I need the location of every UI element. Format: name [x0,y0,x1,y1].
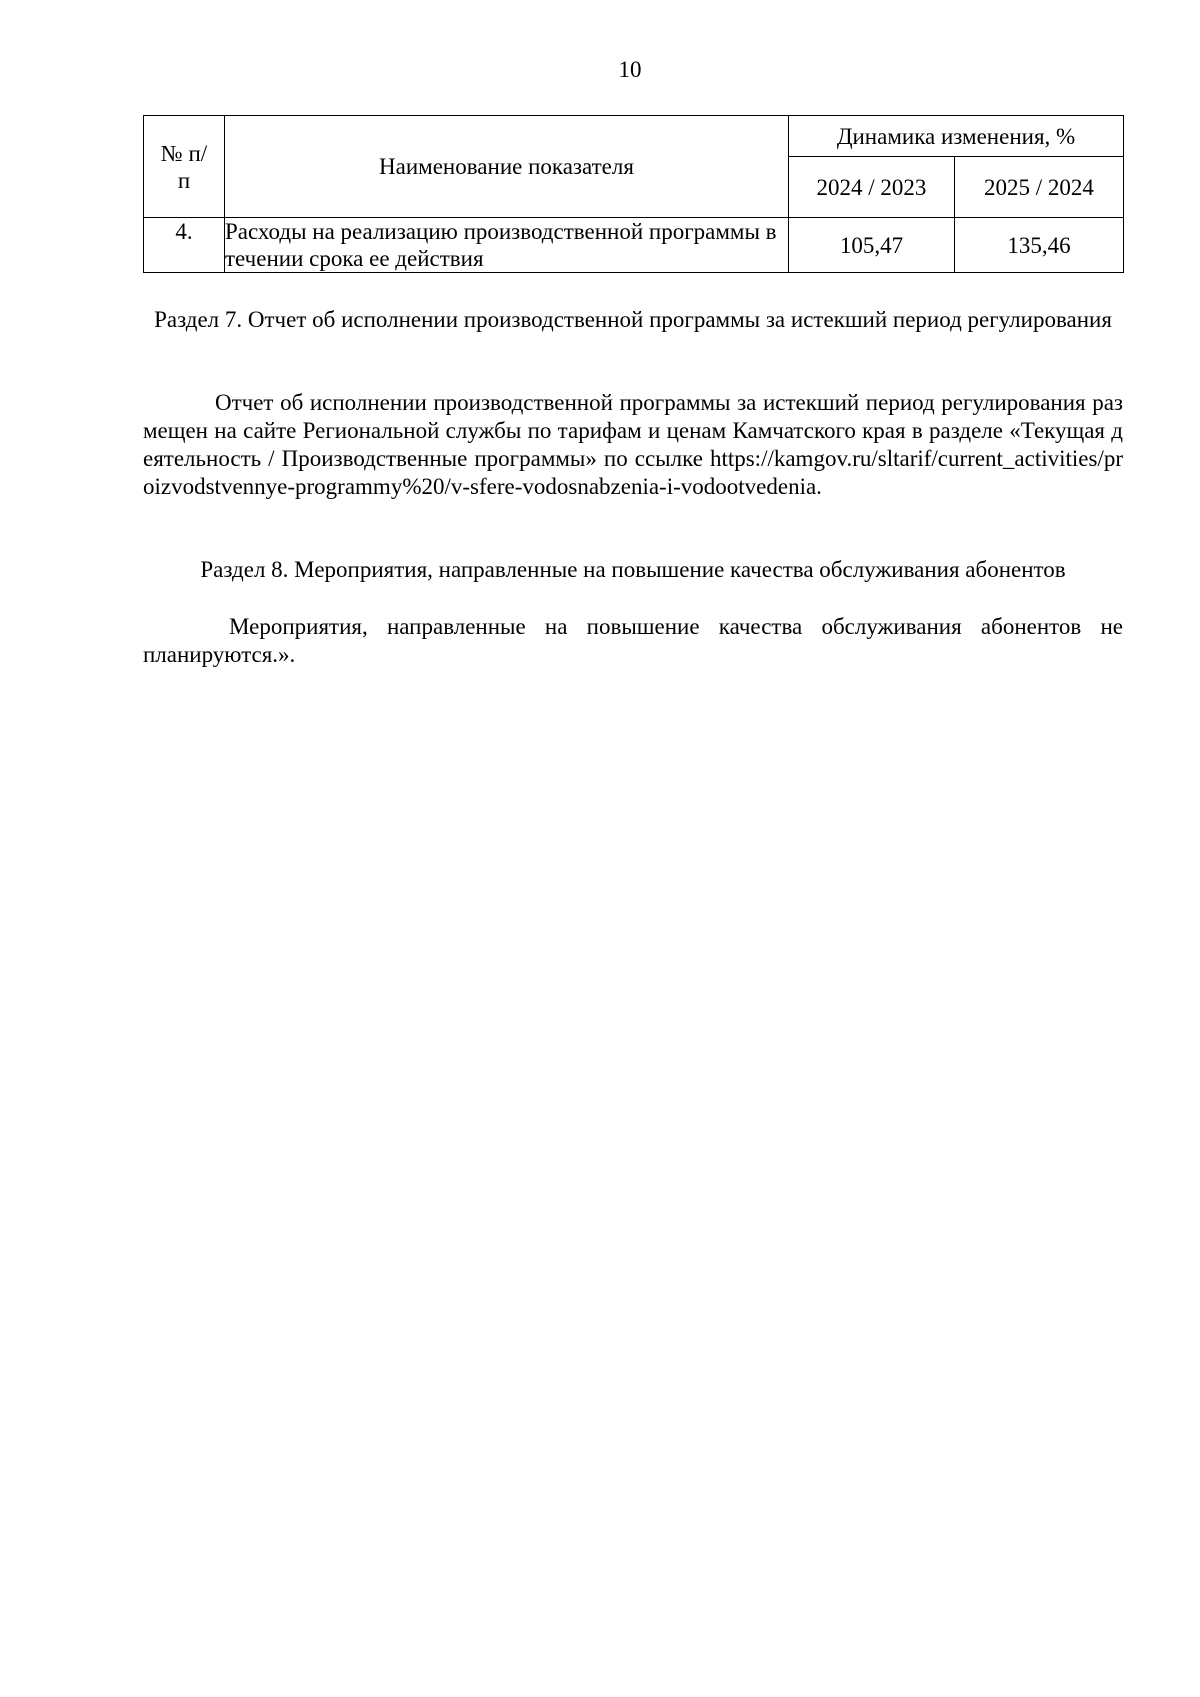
header-year-2024-2023: 2024 / 2023 [789,157,955,218]
row-number: 4. [144,218,225,273]
indicators-table [143,115,1124,273]
header-number-label: № п/п [160,140,208,193]
section-8-heading: Раздел 8. Мероприятия, направленные на повышение качества обслуживания абонентов [200,557,1066,582]
header-indicator-name: Наименование показателя [225,116,789,218]
row-value-2025-2024: 135,46 [955,218,1124,273]
header-number [144,116,225,218]
section-7-text: Отчет об исполнении производственной программы за истекший период регулирования размещен на сайте Региональной службы по тарифам и ценам Камчатского края в разделе «Текущая деятельность / Производственные программы» по ссылке https://kamgov.ru/sltarif/current_activities/proizvodstvennye-programmy%20/v-sfere-vodosnabzenia-i-vodootvedenia. [143,390,1123,499]
section-8-text: Мероприятия, направленные на повышение качества обслуживания абонентов не планируются.». [143,614,1123,667]
page-number: 10 [618,57,642,82]
table-row [144,218,1124,273]
row-value-2024-2023: 105,47 [789,218,955,273]
section-7-heading: Раздел 7. Отчет об исполнении производственной программы за истекший период регулирования [154,307,1112,332]
row-indicator-name: Расходы на реализацию производственной программы в течении срока ее действия [225,218,789,273]
header-year-2025-2024: 2025 / 2024 [955,157,1124,218]
header-dynamics: Динамика изменения, % [789,116,1124,157]
